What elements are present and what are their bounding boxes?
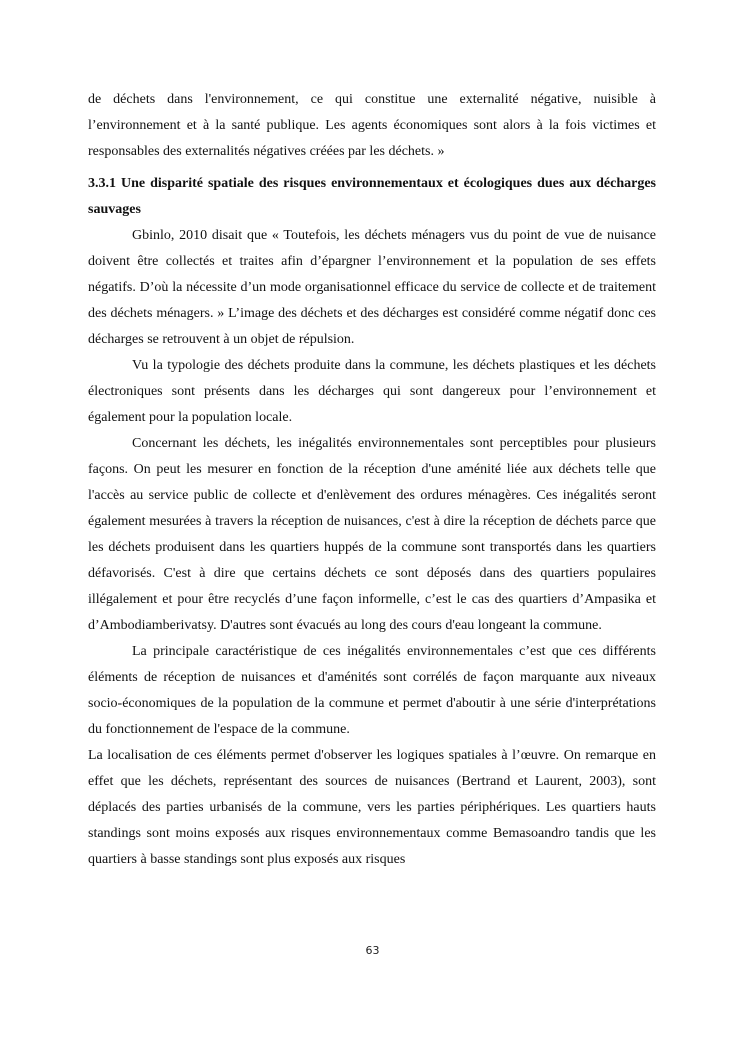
paragraph-waste-typology: Vu la typologie des déchets produite dans la commune, les déchets plastiques et les déchets électroniques sont présents dans les décharges qui sont dangereux pour l’environnement et également pour la population locale.: [88, 358, 656, 425]
paragraph-main-characteristic: La principale caractéristique de ces inégalités environnementales c’est que ces différents éléments de réception de nuisances et d'aménités sont corrélés de façon marquante aux niveaux socio-économiques de la population de la commune et permet d'aboutir à une série d'interprétations du fonctionnement de l'espace de la commune.: [88, 644, 656, 737]
paragraph-spatial-logic: La localisation de ces éléments permet d'observer les logiques spatiales à l’œuvre. On remarque en effet que les déchets, représentant des sources de nuisances (Bertrand et Laurent, 2003), sont déplacés des parties urbanisés de la commune, vers les parties périphériques. Les quartiers hauts standings sont moins exposés aux risques environnementaux comme Bemasoandro tandis que les quartiers à basse standings sont plus exposés aux risques: [88, 748, 656, 867]
page-number: 63: [365, 944, 380, 957]
opening-paragraph: de déchets dans l'environnement, ce qui constitue une externalité négative, nuisible à l’environnement et à la santé publique. Les agents économiques sont alors à la fois victimes et responsables des externalités négatives créées par les déchets. »: [88, 92, 656, 159]
body-text: [88, 87, 656, 873]
section-heading: 3.3.1 Une disparité spatiale des risques environnementaux et écologiques dues aux décharges sauvages: [88, 176, 656, 217]
paragraph-gbinlo-quote: Gbinlo, 2010 disait que « Toutefois, les déchets ménagers vus du point de vue de nuisance doivent être collectés et traites afin d’épargner l’environnement et la population de ses effets négatifs. D’où la nécessite d’un mode organisationnel efficace du service de collecte et de traitement des déchets ménagers. » L’image des déchets et des décharges est considéré comme négatif donc ces décharges se retrouvent à un objet de répulsion.: [88, 228, 656, 347]
paragraph-environmental-inequalities: Concernant les déchets, les inégalités environnementales sont perceptibles pour plusieurs façons. On peut les mesurer en fonction de la réception d'une aménité liée aux déchets telle que l'accès au service public de collecte et d'enlèvement des ordures ménagères. Ces inégalités seront également mesurées à travers la réception de nuisances, c'est à dire la réception de déchets parce que les déchets produisent dans les quartiers huppés de la commune sont transportés dans les quartiers défavorisés. C'est à dire que certains déchets ce sont déposés dans des quartiers populaires illégalement et pour être recyclés d’une façon informelle, c’est le cas des quartiers d’Ampasika et d’Ambodiamberivatsy. D'autres sont évacués au long des cours d'eau longeant la commune.: [88, 436, 656, 633]
